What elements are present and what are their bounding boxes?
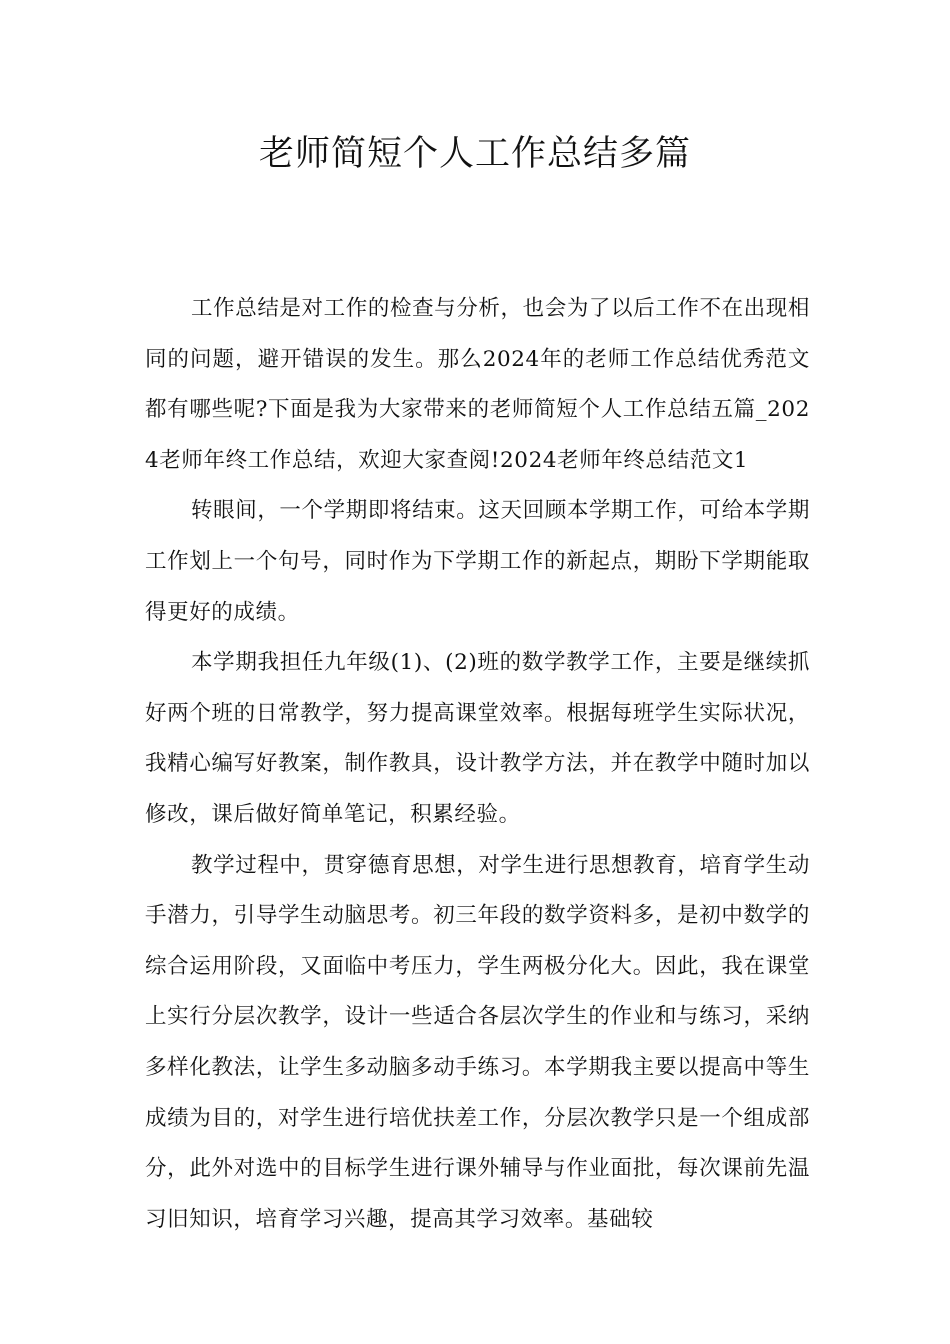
paragraph-semester-review: 转眼间，一个学期即将结束。这天回顾本学期工作，可给本学期工作划上一个句号，同时作为下学期工作的新起点，期盼下学期能取得更好的成绩。	[145, 498, 810, 625]
paragraph-teaching-process: 教学过程中，贯穿德育思想，对学生进行思想教育，培育学生动手潜力，引导学生动脑思考。初三年段的数学资料多，是初中数学的综合运用阶段，又面临中考压力，学生两极分化大。因此，我在课堂上实行分层次教学，设计一些适合各层次学生的作业和与练习，采纳多样化教法，让学生多动脑多动手练习。本学期我主要以提高中等生成绩为目的，对学生进行培优扶差工作，分层次教学只是一个组成部分，此外对选中的目标学生进行课外辅导与作业面批，每次课前先温习旧知识，培育学习兴趣，提高其学习效率。基础较	[145, 852, 810, 1232]
paragraph-teaching-duties: 本学期我担任九年级(1)、(2)班的数学教学工作，主要是继续抓好两个班的日常教学，努力提高课堂效率。根据每班学生实际状况，我精心编写好教案，制作教具，设计教学方法，并在教学中随时加以修改，课后做好简单笔记，积累经验。	[145, 650, 810, 827]
document-title: 老师简短个人工作总结多篇	[258, 134, 691, 174]
paragraph-intro: 工作总结是对工作的检查与分析，也会为了以后工作不在出现相同的问题，避开错误的发生。那么2024年的老师工作总结优秀范文都有哪些呢?下面是我为大家带来的老师简短个人工作总结五篇_2024老师年终工作总结，欢迎大家查阅!2024老师年终总结范文1	[145, 296, 810, 473]
document-body	[145, 284, 810, 1245]
